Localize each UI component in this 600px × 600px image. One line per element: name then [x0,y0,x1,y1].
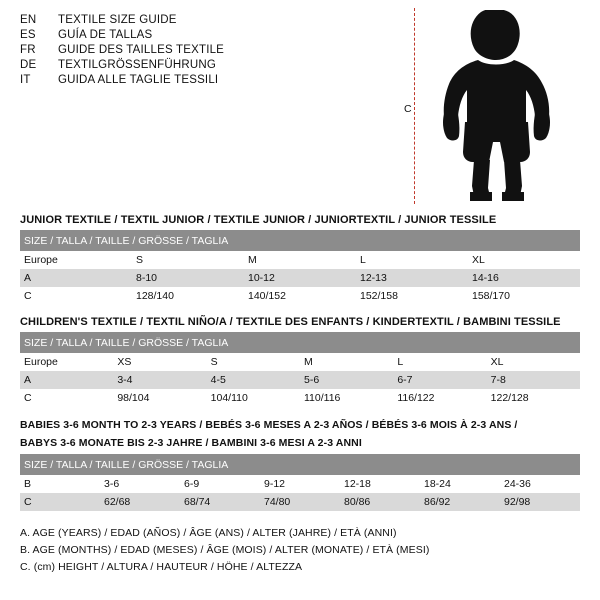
table-junior [20,230,580,305]
cell: 62/68 [100,493,180,511]
cell: XS [113,353,206,371]
cell: 10-12 [244,269,356,287]
language-title: TEXTILE SIZE GUIDE [58,14,177,26]
language-code: EN [20,14,37,26]
language-row [20,44,320,56]
row-label: A [20,269,132,287]
cell: 18-24 [420,475,500,493]
cell: 128/140 [132,287,244,305]
row-label: Europe [20,353,113,371]
cell: M [300,353,393,371]
language-title-block [20,14,320,89]
legend-line-b: B. AGE (MONTHS) / EDAD (MESES) / ÂGE (MOIS) / ALTER (MONATE) / ETÀ (MESI) [20,544,430,556]
cell: 98/104 [113,389,206,407]
child-silhouette-icon [434,10,564,202]
section-title-children: CHILDREN'S TEXTILE / TEXTIL NIÑO/A / TEXTILE DES ENFANTS / KINDERTEXTIL / BAMBINI TESSILE [20,316,561,328]
cell: M [244,251,356,269]
table-children [20,332,580,407]
cell: S [132,251,244,269]
language-code: DE [20,59,37,71]
cell: 3-6 [100,475,180,493]
language-code: FR [20,44,36,56]
cell: 8-10 [132,269,244,287]
cell: 12-13 [356,269,468,287]
language-title: GUÍA DE TALLAS [58,29,153,41]
table-row [20,287,580,305]
cell: 9-12 [260,475,340,493]
table-row [20,389,580,407]
language-row [20,74,320,86]
language-row [20,29,320,41]
cell: 104/110 [207,389,300,407]
cell: 6-7 [393,371,486,389]
cell: 6-9 [180,475,260,493]
language-row [20,14,320,26]
legend-line-c: C. (cm) HEIGHT / ALTURA / HAUTEUR / HÖHE / ALTEZZA [20,561,303,573]
table-row [20,269,580,287]
table-row [20,475,580,493]
language-code: ES [20,29,36,41]
cell: XL [487,353,580,371]
table-header-row [20,332,580,353]
language-row [20,59,320,71]
cell: 86/92 [420,493,500,511]
table-header-label: SIZE / TALLA / TAILLE / GRÖSSE / TAGLIA [20,230,580,251]
language-title: GUIDE DES TAILLES TEXTILE [58,44,225,56]
cell: 110/116 [300,389,393,407]
cell: XL [468,251,580,269]
cell: 5-6 [300,371,393,389]
cell: 3-4 [113,371,206,389]
table-header-row [20,230,580,251]
measure-label-c: C [404,103,412,115]
cell: 122/128 [487,389,580,407]
legend-line-a: A. AGE (YEARS) / EDAD (AÑOS) / ÂGE (ANS) / ALTER (JAHRE) / ETÀ (ANNI) [20,527,397,539]
table-row [20,251,580,269]
section-babies [20,418,580,511]
table-babies [20,454,580,511]
table-row [20,353,580,371]
cell: 12-18 [340,475,420,493]
table-header-row [20,454,580,475]
table-row [20,493,580,511]
row-label: Europe [20,251,132,269]
language-title: GUIDA ALLE TAGLIE TESSILI [58,74,219,86]
table-row [20,371,580,389]
row-label: C [20,493,100,511]
cell: 7-8 [487,371,580,389]
height-guide-line [414,8,415,204]
cell: S [207,353,300,371]
cell: 4-5 [207,371,300,389]
legend [20,527,580,578]
cell: 24-36 [500,475,580,493]
section-title-babies-line2: BABYS 3-6 MONATE BIS 2-3 JAHRE / BAMBINI 3-6 MESI A 2-3 ANNI [20,437,362,450]
cell: 68/74 [180,493,260,511]
row-label: A [20,371,113,389]
cell: 116/122 [393,389,486,407]
cell: L [356,251,468,269]
language-title: TEXTILGRÖSSENFÜHRUNG [58,59,216,71]
table-header-label: SIZE / TALLA / TAILLE / GRÖSSE / TAGLIA [20,332,580,353]
cell: L [393,353,486,371]
table-header-label: SIZE / TALLA / TAILLE / GRÖSSE / TAGLIA [20,454,580,475]
cell: 158/170 [468,287,580,305]
row-label: C [20,287,132,305]
section-title-junior: JUNIOR TEXTILE / TEXTIL JUNIOR / TEXTILE JUNIOR / JUNIORTEXTIL / JUNIOR TESSILE [20,214,497,226]
section-title-babies-line1: BABIES 3-6 MONTH TO 2-3 YEARS / BEBÉS 3-6 MESES A 2-3 AÑOS / BÉBÉS 3-6 MOIS À 2-3 ANS / [20,419,518,431]
cell: 140/152 [244,287,356,305]
row-label: C [20,389,113,407]
cell: 92/98 [500,493,580,511]
cell: 152/158 [356,287,468,305]
language-code: IT [20,74,31,86]
cell: 80/86 [340,493,420,511]
row-label: B [20,475,100,493]
measurement-figure [402,6,582,206]
cell: 14-16 [468,269,580,287]
section-children [20,316,580,407]
section-junior [20,214,580,305]
cell: 74/80 [260,493,340,511]
